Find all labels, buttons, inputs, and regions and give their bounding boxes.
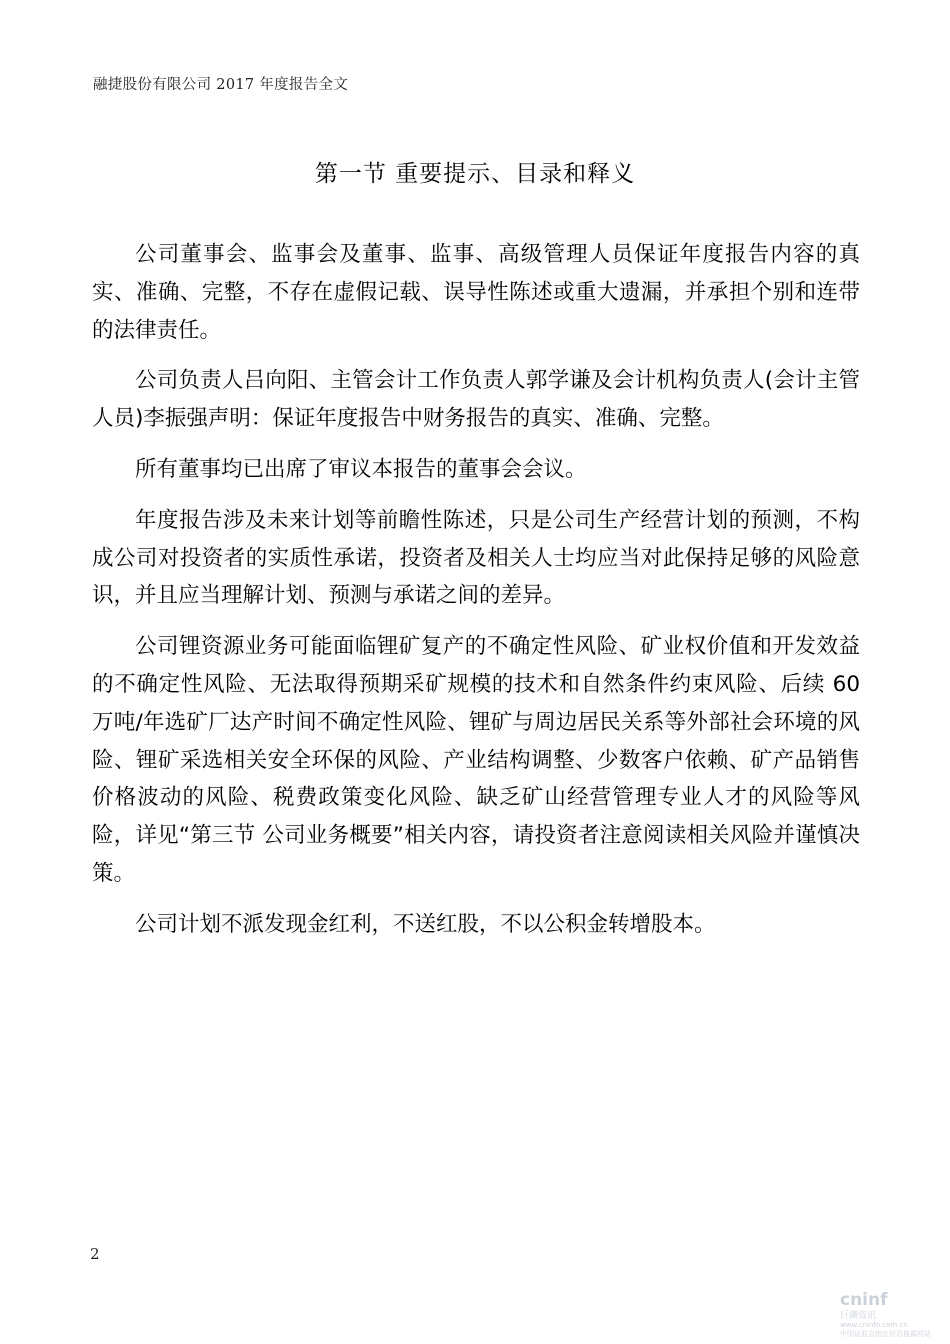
cninfo-watermark-logo — [840, 1290, 940, 1340]
paragraph-dividend-plan: 公司计划不派发现金红利，不送红股，不以公积金转增股本。 — [135, 911, 716, 937]
watermark-tagline: 中国证监会指定信息披露网站 — [840, 1330, 931, 1338]
watermark-logo-text: cninf — [840, 1290, 888, 1310]
section-title: 第一节 重要提示、目录和释义 — [314, 161, 636, 187]
body-text — [92, 236, 860, 957]
paragraph-forward-looking: 年度报告涉及未来计划等前瞻性陈述，只是公司生产经营计划的预测，不构成公司对投资者的实质性承诺，投资者及相关人士均应当对此保持足够的风险意识，并且应当理解计划、预测与承诺之间的差异。 — [92, 507, 860, 609]
running-header: 融捷股份有限公司 2017 年度报告全文 — [93, 77, 349, 93]
paragraph-board-attendance: 所有董事均已出席了审议本报告的董事会会议。 — [135, 456, 587, 482]
watermark-url: www.cninfo.com.cn — [840, 1321, 908, 1329]
paragraph-officer-statement: 公司负责人吕向阳、主管会计工作负责人郭学谦及会计机构负责人(会计主管人员)李振强声明：保证年度报告中财务报告的真实、准确、完整。 — [92, 368, 860, 432]
page-number: 2 — [90, 1245, 100, 1263]
paragraph-responsibility: 公司董事会、监事会及董事、监事、高级管理人员保证年度报告内容的真实、准确、完整，不存在虚假记载、误导性陈述或重大遗漏，并承担个别和连带的法律责任。 — [92, 242, 860, 343]
paragraph-risk-factors: 公司锂资源业务可能面临锂矿复产的不确定性风险、矿业权价值和开发效益的不确定性风险、无法取得预期采矿规模的技术和自然条件约束风险、后续 60 万吨/年选矿厂达产时间不确定性风险、锂矿与周边居民关系等外部社会环境的风险、锂矿采选相关安全环保的风险、产业结构调整、少数客户依赖、矿产品销售价格波动的风险、税费政策变化风险、缺乏矿山经营管理专业人才的风险等风险，详见“第三节 公司业务概要”相关内容，请投资者注意阅读相关风险并谨慎决策。 — [92, 634, 860, 886]
watermark-name: 巨潮资讯 — [840, 1311, 877, 1321]
